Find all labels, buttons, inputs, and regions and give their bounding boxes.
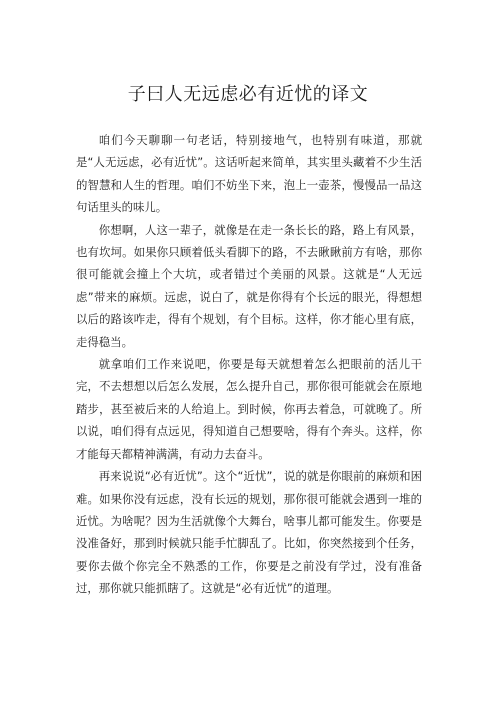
document-body [76, 129, 422, 600]
paragraph-3: 就拿咱们工作来说吧，你要是每天就想着怎么把眼前的活儿干完，不去想想以后怎么发展，怎么提升自己，那你很可能就会在原地踏步，甚至被后来的人给追上。到时候，你再去着急，可就晚了。所以说，咱们得有点远见，得知道自己想要啥，得有个奔头。这样，你才能每天都精神满满，有动力去奋斗。 [76, 357, 422, 461]
paragraph-1: 咱们今天聊聊一句老话，特别接地气，也特别有味道，那就是“人无远虑，必有近忧”。这话听起来简单，其实里头藏着不少生活的智慧和人生的哲理。咱们不妨坐下来，泡上一壶茶，慢慢品一品这句话里头的味儿。 [76, 133, 422, 215]
document-title: 子曰人无远虑必有近忧的译文 [127, 84, 369, 105]
paragraph-2: 你想啊，人这一辈子，就像是在走一条长长的路，路上有风景，也有坎坷。如果你只顾着低头看脚下的路，不去瞅瞅前方有啥，那你很可能就会撞上个大坑，或者错过个美丽的风景。这就是“人无远虑”带来的麻烦。远虑，说白了，就是你得有个长远的眼光，得想想以后的路该咋走，得有个规划，有个目标。这样，你才能心里有底，走得稳当。 [76, 222, 422, 349]
paragraph-4: 再来说说“必有近忧”。这个“近忧”，说的就是你眼前的麻烦和困难。如果你没有远虑，没有长远的规划，那你很可能就会遇到一堆的近忧。为啥呢？因为生活就像个大舞台，啥事儿都可能发生。你要是没准备好，那到时候就只能手忙脚乱了。比如，你突然接到个任务，要你去做个你完全不熟悉的工作，你要是之前没有学过，没有准备过，那你就只能抓瞎了。这就是“必有近忧”的道理。 [76, 469, 422, 596]
